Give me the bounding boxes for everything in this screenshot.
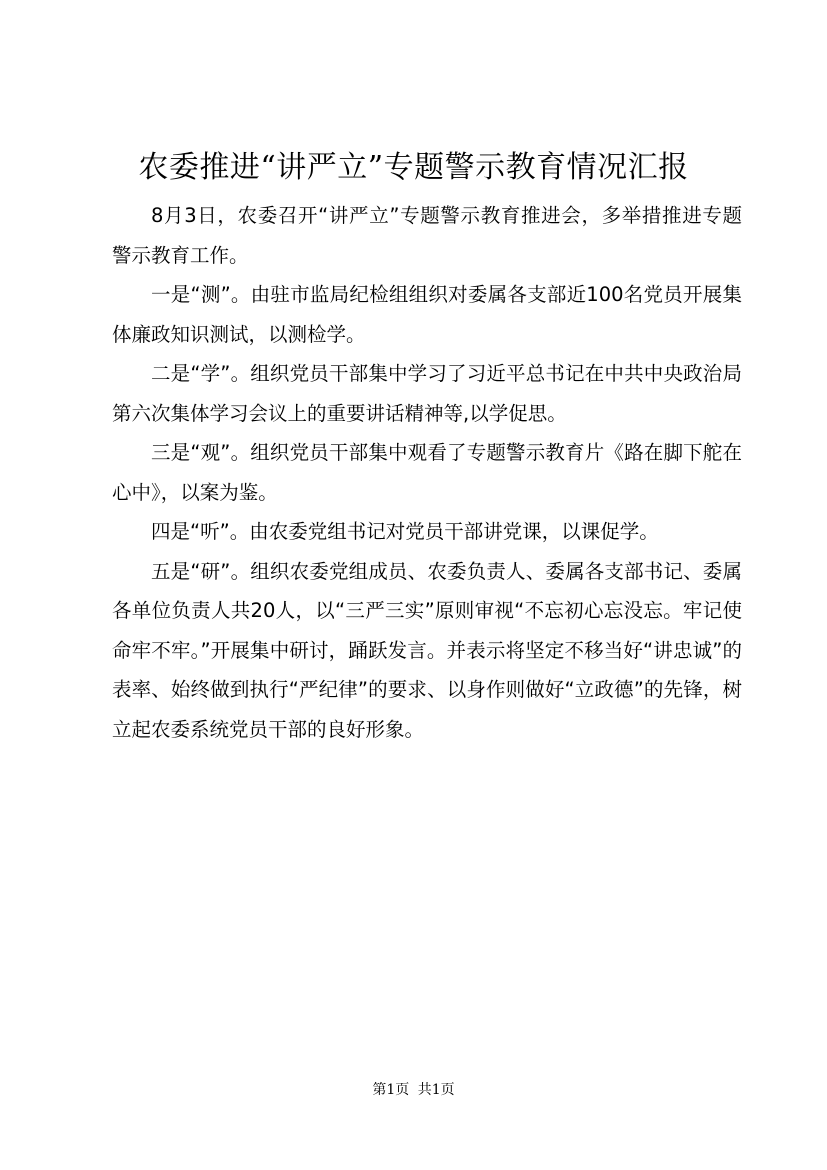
document-body <box>112 196 742 749</box>
paragraph-intro: 8月3日，农委召开“讲严立”专题警示教育推进会，多举措推进专题警示教育工作。 <box>112 204 742 267</box>
document-title: 农委推进“讲严立”专题警示教育情况汇报 <box>138 150 689 185</box>
paragraph-study: 二是“学”。组织党员干部集中学习了习近平总书记在中共中央政治局第六次集体学习会议上的重要讲话精神等,以学促思。 <box>112 362 742 425</box>
page-footer <box>0 1080 827 1100</box>
paragraph-research: 五是“研”。组织农委党组成员、农委负责人、委属各支部书记、委属各单位负责人共20人，以“三严三实”原则审视“不忘初心忘没忘。牢记使命牢不牢。”开展集中研讨，踊跃发言。并表示将坚定不移当好“讲忠诚”的表率、始终做到执行“严纪律”的要求、以身作则做好“立政德”的先锋，树立起农委系统党员干部的良好形象。 <box>112 559 742 741</box>
page-number: 第1页 <box>372 1082 410 1098</box>
paragraph-listen: 四是“听”。由农委党组书记对党员干部讲党课，以课促学。 <box>151 520 659 543</box>
page-total: 共1页 <box>417 1082 455 1098</box>
paragraph-test: 一是“测”。由驻市监局纪检组组织对委属各支部近100名党员开展集体廉政知识测试，以测检学。 <box>112 283 742 346</box>
paragraph-watch: 三是“观”。组织党员干部集中观看了专题警示教育片《路在脚下舵在心中》，以案为鉴。 <box>112 441 742 504</box>
